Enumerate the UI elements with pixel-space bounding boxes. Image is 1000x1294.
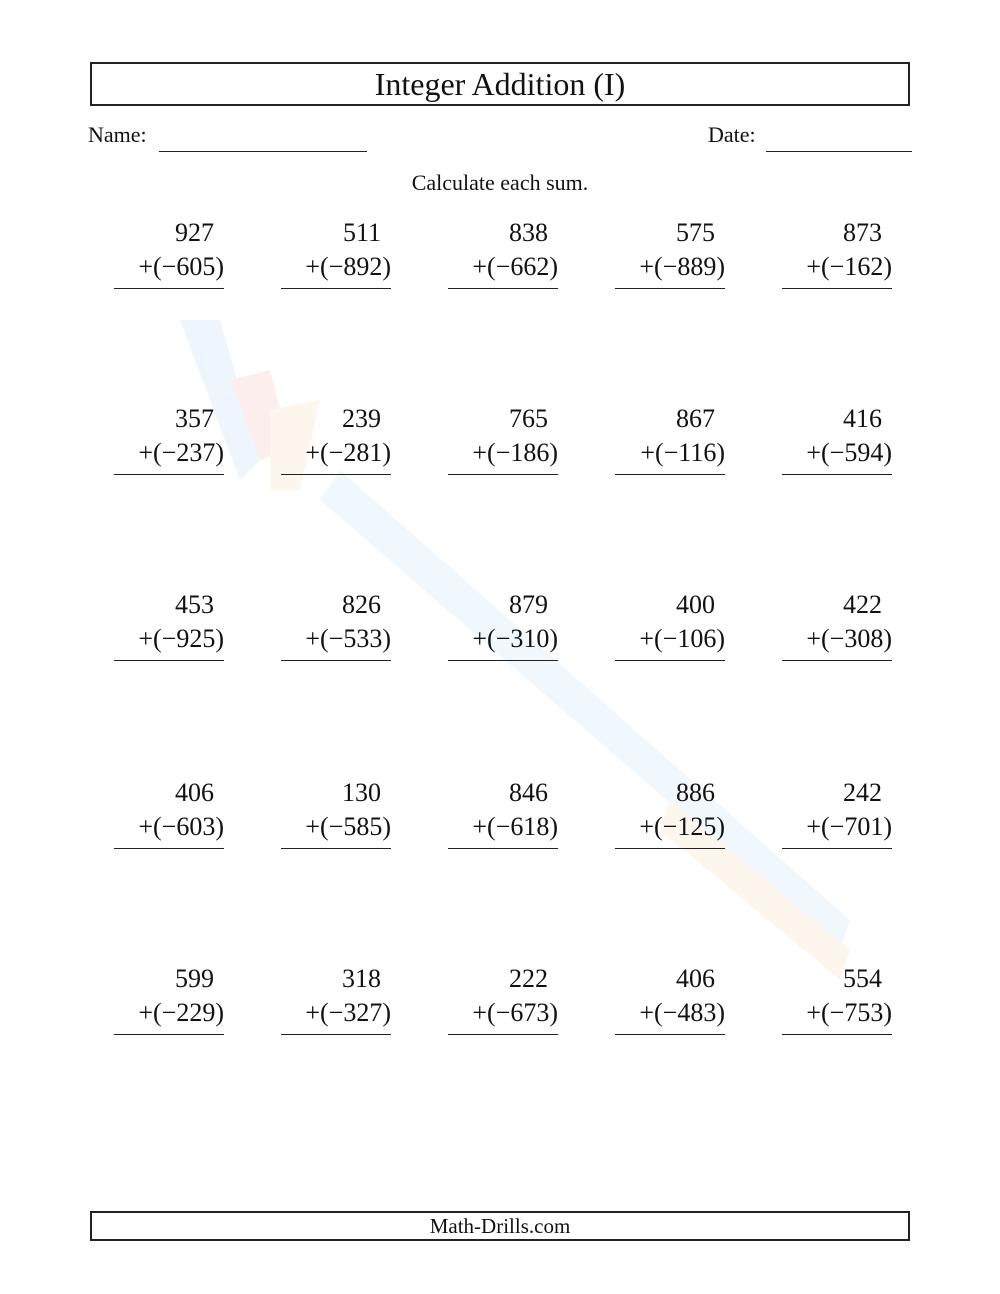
addend-bottom: +(−281) bbox=[281, 436, 391, 475]
addend-top: 422 bbox=[843, 590, 882, 619]
problem-item bbox=[448, 402, 558, 475]
problem-item bbox=[114, 588, 224, 661]
problem-item bbox=[281, 776, 391, 849]
problem-item bbox=[615, 962, 725, 1035]
problem-item bbox=[281, 588, 391, 661]
addend-bottom: +(−327) bbox=[281, 996, 391, 1035]
addend-top: 453 bbox=[175, 590, 214, 619]
problem-item bbox=[448, 588, 558, 661]
addend-bottom: +(−106) bbox=[615, 622, 725, 661]
addend-bottom: +(−605) bbox=[114, 250, 224, 289]
addend-top: 554 bbox=[843, 964, 882, 993]
addend-bottom: +(−229) bbox=[114, 996, 224, 1035]
addend-top: 838 bbox=[509, 218, 548, 247]
problem-item bbox=[615, 588, 725, 661]
addend-top: 406 bbox=[676, 964, 715, 993]
addend-top: 130 bbox=[342, 778, 381, 807]
problem-item bbox=[615, 216, 725, 289]
addend-top: 826 bbox=[342, 590, 381, 619]
problem-item bbox=[615, 402, 725, 475]
problem-item bbox=[448, 776, 558, 849]
addend-bottom: +(−186) bbox=[448, 436, 558, 475]
addend-top: 879 bbox=[509, 590, 548, 619]
problem-item bbox=[448, 216, 558, 289]
addend-top: 239 bbox=[342, 404, 381, 433]
problem-item bbox=[114, 962, 224, 1035]
problem-item bbox=[114, 402, 224, 475]
addend-bottom: +(−618) bbox=[448, 810, 558, 849]
instructions-text: Calculate each sum. bbox=[411, 170, 589, 195]
addend-top: 242 bbox=[843, 778, 882, 807]
addend-top: 927 bbox=[175, 218, 214, 247]
addend-top: 575 bbox=[676, 218, 715, 247]
addend-top: 222 bbox=[509, 964, 548, 993]
addend-top: 765 bbox=[509, 404, 548, 433]
addend-bottom: +(−308) bbox=[782, 622, 892, 661]
problem-item bbox=[782, 216, 892, 289]
problem-item bbox=[281, 216, 391, 289]
addend-bottom: +(−162) bbox=[782, 250, 892, 289]
addend-top: 846 bbox=[509, 778, 548, 807]
name-label: Name: bbox=[88, 122, 147, 147]
addend-bottom: +(−533) bbox=[281, 622, 391, 661]
problem-item bbox=[281, 962, 391, 1035]
problem-item bbox=[448, 962, 558, 1035]
problem-item bbox=[782, 588, 892, 661]
date-label: Date: bbox=[708, 122, 756, 147]
problem-item bbox=[114, 776, 224, 849]
addend-bottom: +(−892) bbox=[281, 250, 391, 289]
addend-bottom: +(−237) bbox=[114, 436, 224, 475]
addend-top: 886 bbox=[676, 778, 715, 807]
footer-credit: Math-Drills.com bbox=[90, 1211, 910, 1241]
addend-top: 357 bbox=[175, 404, 214, 433]
addend-bottom: +(−701) bbox=[782, 810, 892, 849]
addend-bottom: +(−925) bbox=[114, 622, 224, 661]
addend-bottom: +(−594) bbox=[782, 436, 892, 475]
addend-bottom: +(−116) bbox=[615, 436, 725, 475]
problem-item bbox=[281, 402, 391, 475]
problem-item bbox=[782, 402, 892, 475]
addend-top: 318 bbox=[342, 964, 381, 993]
problem-item bbox=[114, 216, 224, 289]
addend-top: 867 bbox=[676, 404, 715, 433]
addend-bottom: +(−125) bbox=[615, 810, 725, 849]
addend-bottom: +(−753) bbox=[782, 996, 892, 1035]
addend-bottom: +(−889) bbox=[615, 250, 725, 289]
addend-top: 873 bbox=[843, 218, 882, 247]
addend-top: 400 bbox=[676, 590, 715, 619]
addend-top: 599 bbox=[175, 964, 214, 993]
addend-bottom: +(−673) bbox=[448, 996, 558, 1035]
addend-bottom: +(−662) bbox=[448, 250, 558, 289]
addend-bottom: +(−310) bbox=[448, 622, 558, 661]
addend-top: 406 bbox=[175, 778, 214, 807]
problem-item bbox=[782, 962, 892, 1035]
problem-item bbox=[615, 776, 725, 849]
problem-item bbox=[782, 776, 892, 849]
addend-top: 416 bbox=[843, 404, 882, 433]
worksheet-title: Integer Addition (I) bbox=[90, 62, 910, 106]
addend-bottom: +(−603) bbox=[114, 810, 224, 849]
addend-bottom: +(−483) bbox=[615, 996, 725, 1035]
addend-bottom: +(−585) bbox=[281, 810, 391, 849]
addend-top: 511 bbox=[342, 218, 381, 247]
